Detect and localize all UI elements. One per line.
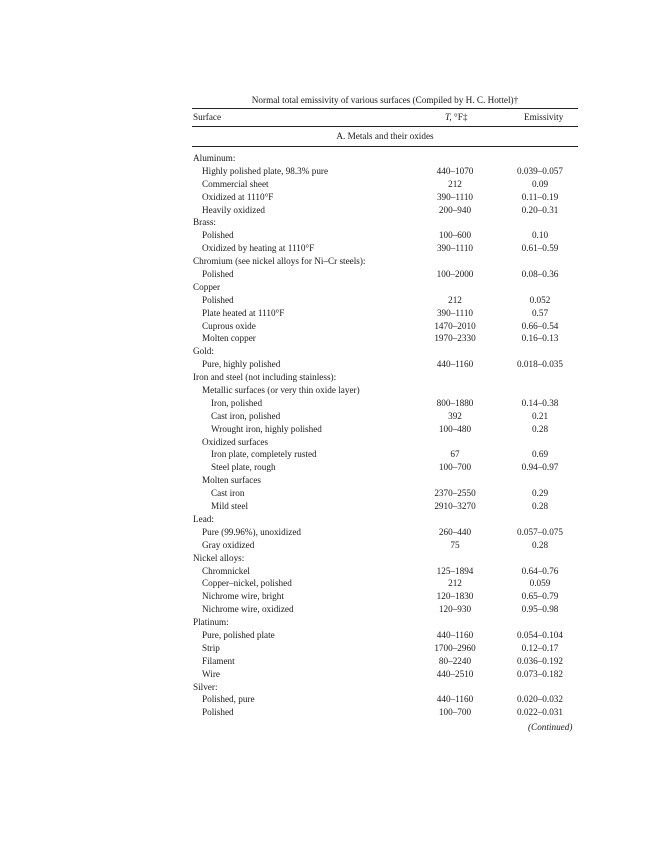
- surface-cell: Aluminum:: [193, 153, 236, 163]
- emissivity-cell: 0.14–0.38: [521, 397, 559, 408]
- emissivity-cell: 0.052: [529, 294, 551, 305]
- emissivity-cell: 0.66–0.54: [521, 320, 559, 331]
- table-row: [192, 693, 578, 706]
- continued-note: [528, 722, 572, 733]
- table-row: [192, 539, 578, 552]
- surface-cell: Silver:: [193, 681, 218, 692]
- surface-cell: Polished: [202, 707, 234, 718]
- table-row: [192, 229, 578, 242]
- temperature-cell: 440–1160: [436, 629, 474, 640]
- temperature-cell: 1470–2010: [434, 320, 476, 331]
- table-row: [192, 410, 578, 423]
- emissivity-cell: 0.64–0.76: [521, 565, 559, 576]
- emissivity-cell: 0.28: [531, 501, 549, 512]
- table-row: [192, 487, 578, 500]
- table-row: [192, 552, 578, 565]
- surface-cell: Heavily oxidized: [202, 204, 266, 215]
- table-row: [192, 655, 578, 668]
- surface-cell: Polished: [202, 230, 234, 241]
- emissivity-cell: 0.09: [531, 178, 549, 189]
- table-row: [192, 332, 578, 345]
- surface-cell: Polished, pure: [202, 694, 255, 705]
- surface-cell: Molten surfaces: [202, 475, 261, 486]
- surface-cell: Commercial sheet: [202, 178, 269, 189]
- emissivity-cell: 0.57: [531, 307, 549, 318]
- surface-cell: Polished: [202, 269, 234, 280]
- temperature-cell: 1700–2960: [434, 642, 476, 653]
- table-row: [192, 526, 578, 539]
- temperature-cell: 100–2000: [436, 269, 474, 280]
- header-emissivity: Emissivity: [524, 112, 564, 122]
- table-row: [192, 371, 578, 384]
- surface-cell: Chromnickel: [202, 565, 250, 576]
- surface-cell: Oxidized surfaces: [202, 436, 269, 447]
- table-row: [192, 681, 578, 694]
- table-row: [192, 307, 578, 320]
- table-body: [192, 152, 578, 719]
- table-row: [192, 242, 578, 255]
- temperature-cell: 390–1110: [436, 243, 474, 254]
- emissivity-cell: 0.039–0.057: [517, 165, 563, 176]
- table-row: [192, 706, 578, 719]
- emissivity-cell: 0.65–0.79: [521, 591, 559, 602]
- temperature-cell: 120–930: [438, 604, 472, 615]
- emissivity-cell: 0.28: [531, 423, 549, 434]
- temperature-cell: 390–1110: [436, 191, 474, 202]
- table-row: [192, 294, 578, 307]
- temperature-cell: 80–2240: [438, 655, 472, 666]
- table-row: [192, 178, 578, 191]
- temperature-cell: 100–700: [438, 462, 472, 473]
- temperature-cell: 440–1160: [436, 694, 474, 705]
- surface-cell: Wrought iron, highly polished: [211, 423, 322, 434]
- table-row: [192, 384, 578, 397]
- emissivity-cell: 0.073–0.182: [517, 668, 563, 679]
- table-row: [192, 461, 578, 474]
- temperature-cell: 440–1160: [436, 359, 474, 370]
- surface-cell: Cast iron, polished: [211, 410, 281, 421]
- emissivity-cell: 0.29: [531, 488, 549, 499]
- table-row: [192, 500, 578, 513]
- emissivity-cell: 0.61–0.59: [521, 243, 559, 254]
- table-row: [192, 513, 578, 526]
- temperature-cell: 67: [450, 449, 460, 460]
- emissivity-cell: 0.059: [529, 578, 551, 589]
- temperature-cell: 120–1830: [436, 591, 474, 602]
- temperature-cell: 392: [448, 410, 462, 421]
- table-row: [192, 152, 578, 165]
- surface-cell: Highly polished plate, 98.3% pure: [202, 165, 329, 176]
- temperature-cell: 440–1070: [436, 165, 474, 176]
- emissivity-cell: 0.28: [531, 539, 549, 550]
- table-row: [192, 603, 578, 616]
- surface-cell: Nichrome wire, oxidized: [202, 604, 294, 615]
- surface-cell: Oxidized at 1110°F: [202, 191, 274, 202]
- surface-cell: Cuprous oxide: [202, 320, 256, 331]
- surface-cell: Copper–nickel, polished: [202, 578, 292, 589]
- table-row: [192, 397, 578, 410]
- surface-cell: Gray oxidized: [202, 539, 255, 550]
- surface-cell: Iron plate, completely rusted: [211, 449, 317, 460]
- surface-cell: Iron and steel (not including stainless):: [193, 372, 337, 383]
- emissivity-cell: 0.20–0.31: [521, 204, 559, 215]
- surface-cell: Steel plate, rough: [211, 462, 276, 473]
- emissivity-cell: 0.020–0.032: [517, 694, 563, 705]
- table-row: [192, 642, 578, 655]
- surface-cell: Metallic surfaces (or very thin oxide layer): [202, 385, 360, 396]
- emissivity-cell: 0.054–0.104: [517, 629, 563, 640]
- surface-cell: Mild steel: [211, 501, 249, 512]
- table-row: [192, 216, 578, 229]
- surface-cell: Chromium (see nickel alloys for Ni–Cr steels):: [193, 256, 366, 267]
- table-row: [192, 668, 578, 681]
- table-row: [192, 165, 578, 178]
- header-temperature: [445, 112, 467, 123]
- temperature-cell: 390–1110: [436, 307, 474, 318]
- surface-cell: Strip: [202, 642, 220, 653]
- surface-cell: Brass:: [193, 217, 216, 228]
- table-row: [192, 616, 578, 629]
- emissivity-cell: 0.057–0.075: [517, 526, 563, 537]
- surface-cell: Pure (99.96%), unoxidized: [202, 526, 301, 537]
- temperature-cell: 260–440: [438, 526, 472, 537]
- table-row: [192, 565, 578, 578]
- table-row: [192, 577, 578, 590]
- section-rule: [192, 146, 578, 147]
- table-title: Normal total emissivity of various surfaces (Compiled by H. C. Hottel)†: [251, 95, 519, 105]
- table-row: [192, 320, 578, 333]
- header-temperature-var: T,: [445, 112, 452, 122]
- surface-cell: Nichrome wire, bright: [202, 591, 284, 602]
- surface-cell: Cast iron: [211, 488, 245, 499]
- emissivity-cell: 0.10: [531, 230, 549, 241]
- temperature-cell: 1970–2330: [434, 333, 476, 344]
- surface-cell: Platinum:: [193, 617, 229, 628]
- header-rule: [192, 126, 578, 127]
- table-row: [192, 345, 578, 358]
- temperature-cell: 212: [448, 578, 462, 589]
- surface-cell: Pure, highly polished: [202, 359, 281, 370]
- section-heading: A. Metals and their oxides: [336, 131, 434, 141]
- table-row: [192, 474, 578, 487]
- temperature-cell: 75: [450, 539, 460, 550]
- continued-text: (Continued): [528, 722, 573, 732]
- table-row: [192, 255, 578, 268]
- temperature-cell: 2370–2550: [434, 488, 476, 499]
- temperature-cell: 212: [448, 294, 462, 305]
- temperature-cell: 440–2510: [436, 668, 474, 679]
- emissivity-cell: 0.69: [531, 449, 549, 460]
- emissivity-cell: 0.036–0.192: [517, 655, 563, 666]
- header-temperature-unit: °F‡: [451, 112, 468, 122]
- table-row: [192, 191, 578, 204]
- table-row: [192, 204, 578, 217]
- emissivity-cell: 0.11–0.19: [521, 191, 559, 202]
- surface-cell: Filament: [202, 655, 235, 666]
- temperature-cell: 100–480: [438, 423, 472, 434]
- surface-cell: Oxidized by heating at 1110°F: [202, 243, 315, 254]
- surface-cell: Pure, polished plate: [202, 629, 275, 640]
- table-row: [192, 436, 578, 449]
- temperature-cell: 800–1880: [436, 397, 474, 408]
- temperature-cell: 100–700: [438, 707, 472, 718]
- table-row: [192, 268, 578, 281]
- surface-cell: Iron, polished: [211, 397, 263, 408]
- surface-cell: Nickel alloys:: [193, 552, 245, 563]
- table-row: [192, 448, 578, 461]
- emissivity-cell: 0.08–0.36: [521, 269, 559, 280]
- emissivity-cell: 0.16–0.13: [521, 333, 559, 344]
- table-row: [192, 629, 578, 642]
- temperature-cell: 212: [448, 178, 462, 189]
- surface-cell: Plate heated at 1110°F: [202, 307, 285, 318]
- surface-cell: Wire: [202, 668, 220, 679]
- header-surface: Surface: [193, 112, 222, 122]
- emissivity-cell: 0.21: [531, 410, 549, 421]
- temperature-cell: 125–1894: [436, 565, 474, 576]
- surface-cell: Gold:: [193, 346, 214, 357]
- emissivity-cell: 0.022–0.031: [517, 707, 563, 718]
- temperature-cell: 100–600: [438, 230, 472, 241]
- temperature-cell: 2910–3270: [434, 501, 476, 512]
- surface-cell: Copper: [193, 281, 221, 292]
- emissivity-cell: 0.94–0.97: [521, 462, 559, 473]
- table-row: [192, 423, 578, 436]
- emissivity-cell: 0.018–0.035: [517, 359, 563, 370]
- emissivity-cell: 0.12–0.17: [521, 642, 559, 653]
- emissivity-cell: 0.95–0.98: [521, 604, 559, 615]
- top-rule: [192, 108, 578, 109]
- temperature-cell: 200–940: [438, 204, 472, 215]
- table-row: [192, 358, 578, 371]
- surface-cell: Polished: [202, 294, 234, 305]
- surface-cell: Lead:: [193, 513, 214, 524]
- table-row: [192, 281, 578, 294]
- surface-cell: Molten copper: [202, 333, 256, 344]
- table-row: [192, 590, 578, 603]
